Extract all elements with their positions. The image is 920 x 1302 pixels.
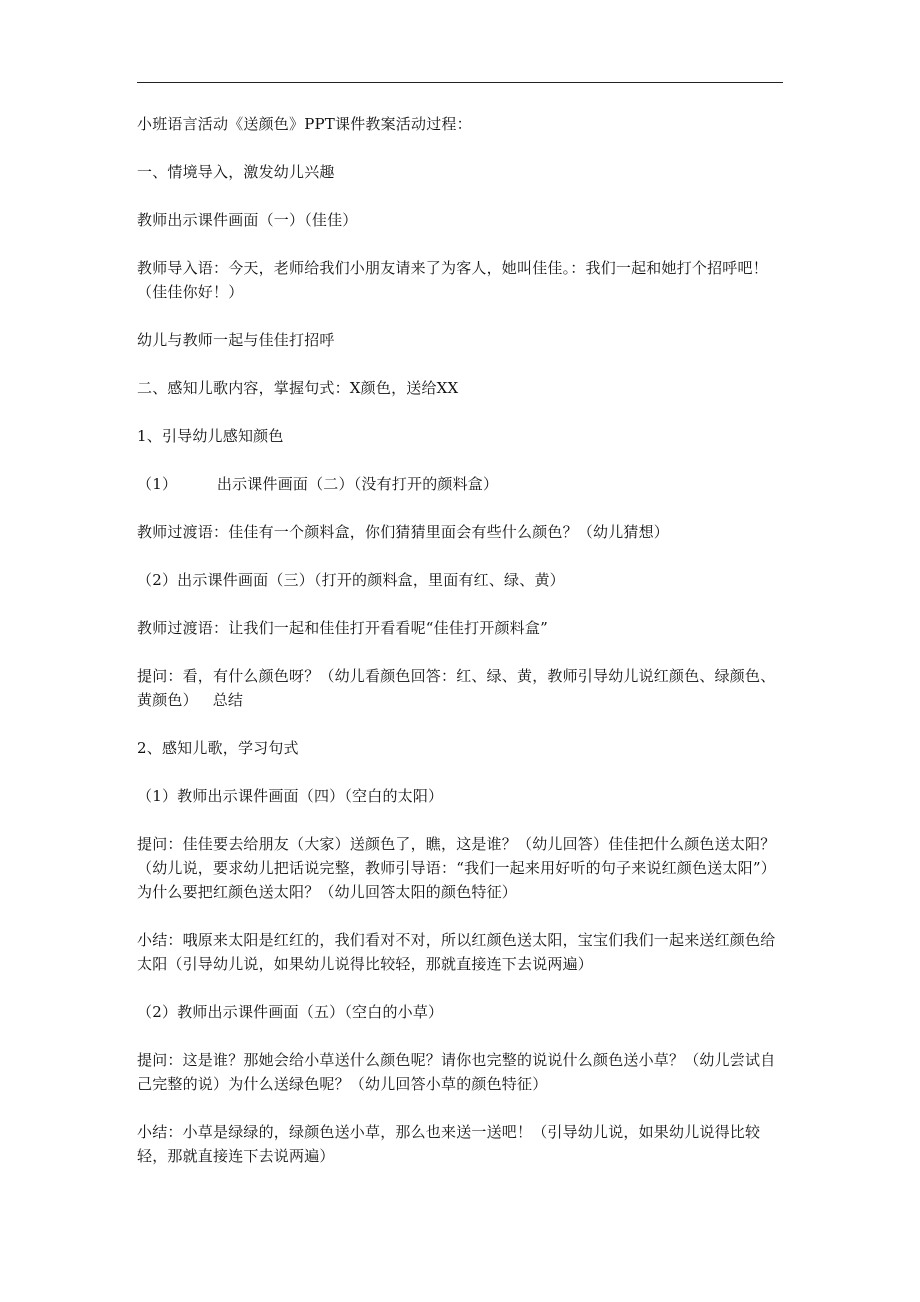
paragraph: 提问：佳佳要去给朋友（大家）送颜色了，瞧，这是谁？（幼儿回答）佳佳把什么颜色送太阳？（幼儿说，要求幼儿把话说完整，教师引导语：“我们一起来用好听的句子来说红颜色送太阳”）为什么要把红颜色送太阳？（幼儿回答太阳的颜色特征） (137, 835, 776, 901)
header-rule (137, 82, 783, 83)
paragraph: 教师导入语：今天，老师给我们小朋友请来了为客人，她叫佳佳。：我们一起和她打个招呼吧！（佳佳你好！） (137, 259, 768, 301)
section-heading-2: 二、感知儿歌内容，掌握句式：X颜色，送给XX (137, 379, 459, 397)
document-title: 小班语言活动《送颜色》PPT课件教案活动过程： (137, 115, 472, 133)
paragraph: 教师过渡语：佳佳有一个颜料盒，你们猜猜里面会有些什么颜色？（幼儿猜想） (137, 523, 670, 541)
paragraph: （2）教师出示课件画面（五）（空白的小草） (137, 1003, 444, 1021)
section-heading-1: 一、情境导入，激发幼儿兴趣 (137, 163, 335, 181)
paragraph: 教师出示课件画面（一）（佳佳） (137, 211, 358, 229)
paragraph: 幼儿与教师一起与佳佳打招呼 (137, 331, 335, 349)
subsection-heading-2: 2、感知儿歌，学习句式 (137, 739, 299, 757)
paragraph: （2）出示课件画面（三）（打开的颜料盒，里面有红、绿、黄） (137, 571, 565, 589)
paragraph: 小结：小草是绿绿的，绿颜色送小草，那么也来送一送吧！（引导幼儿说，如果幼儿说得比较轻，那就直接连下去说两遍） (137, 1123, 761, 1165)
paragraph: （1） 出示课件画面（二）（没有打开的颜料盒） (137, 475, 499, 493)
subsection-heading-1: 1、引导幼儿感知颜色 (137, 427, 284, 445)
paragraph: 提问：看，有什么颜色呀？（幼儿看颜色回答：红、绿、黄，教师引导幼儿说红颜色、绿颜色、黄颜色） 总结 (137, 667, 776, 709)
paragraph: （1）教师出示课件画面（四）（空白的太阳） (137, 787, 444, 805)
document-body (137, 112, 787, 1168)
paragraph: 提问：这是谁？那她会给小草送什么颜色呢？请你也完整的说说什么颜色送小草？（幼儿尝试自己完整的说）为什么送绿色呢？（幼儿回答小草的颜色特征） (137, 1051, 776, 1093)
paragraph: 教师过渡语：让我们一起和佳佳打开看看呢“佳佳打开颜料盒” (137, 619, 548, 637)
paragraph: 小结：哦原来太阳是红红的，我们看对不对，所以红颜色送太阳，宝宝们我们一起来送红颜色给太阳（引导幼儿说，如果幼儿说得比较轻，那就直接连下去说两遍） (137, 931, 776, 973)
